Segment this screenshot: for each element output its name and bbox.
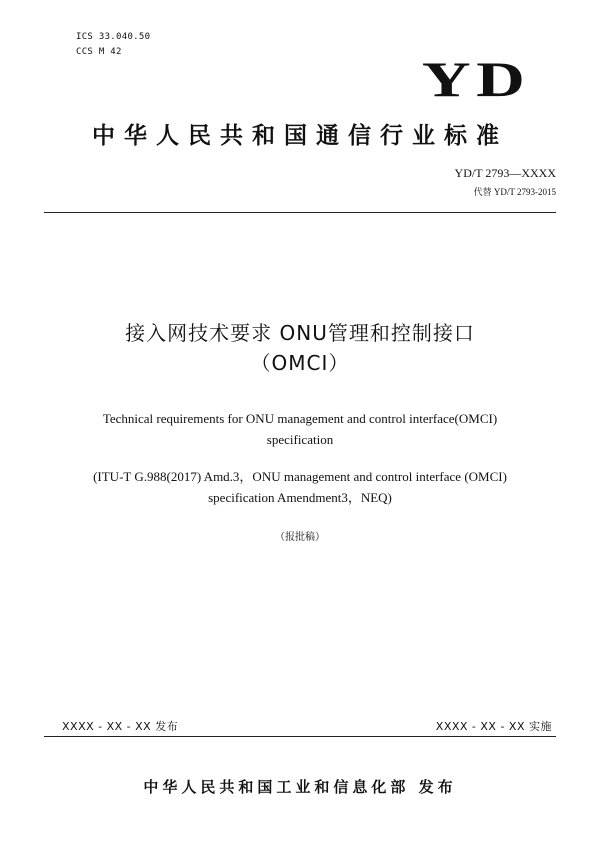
standard-category-title: 中华人民共和国通信行业标准	[92, 123, 508, 149]
document-title-en	[0, 408, 600, 450]
standard-number: YD/T 2793—XXXX	[454, 166, 556, 180]
implementation-date: XXXX - XX - XX 实施	[435, 720, 552, 733]
publisher: 中华人民共和国工业和信息化部 发布	[143, 778, 457, 796]
title-en-line-1: Technical requirements for ONU management and control interface(OMCI)	[102, 411, 498, 426]
title-cn-line-1: 接入网技术要求 ONU管理和控制接口	[125, 321, 475, 345]
issue-date: XXXX - XX - XX 发布	[62, 720, 179, 733]
adoption-line-1: (ITU-T G.988(2017) Amd.3，ONU management and control interface (OMCI)	[93, 469, 507, 484]
ccs-code: CCS M 42	[76, 47, 122, 57]
title-cn-line-2: （OMCI）	[250, 351, 350, 375]
bottom-divider	[44, 736, 556, 737]
ics-code: ICS 33.040.50	[76, 32, 151, 42]
yd-logo: YD	[421, 51, 530, 107]
document-title-cn	[0, 318, 600, 378]
top-divider	[44, 212, 556, 213]
adoption-line-2: specification Amendment3，NEQ)	[208, 490, 392, 505]
replaced-standard: 代替 YD/T 2793-2015	[473, 187, 556, 197]
adoption-reference	[0, 466, 600, 508]
title-en-line-2: specification	[266, 432, 334, 447]
draft-status: （报批稿）	[275, 532, 325, 543]
